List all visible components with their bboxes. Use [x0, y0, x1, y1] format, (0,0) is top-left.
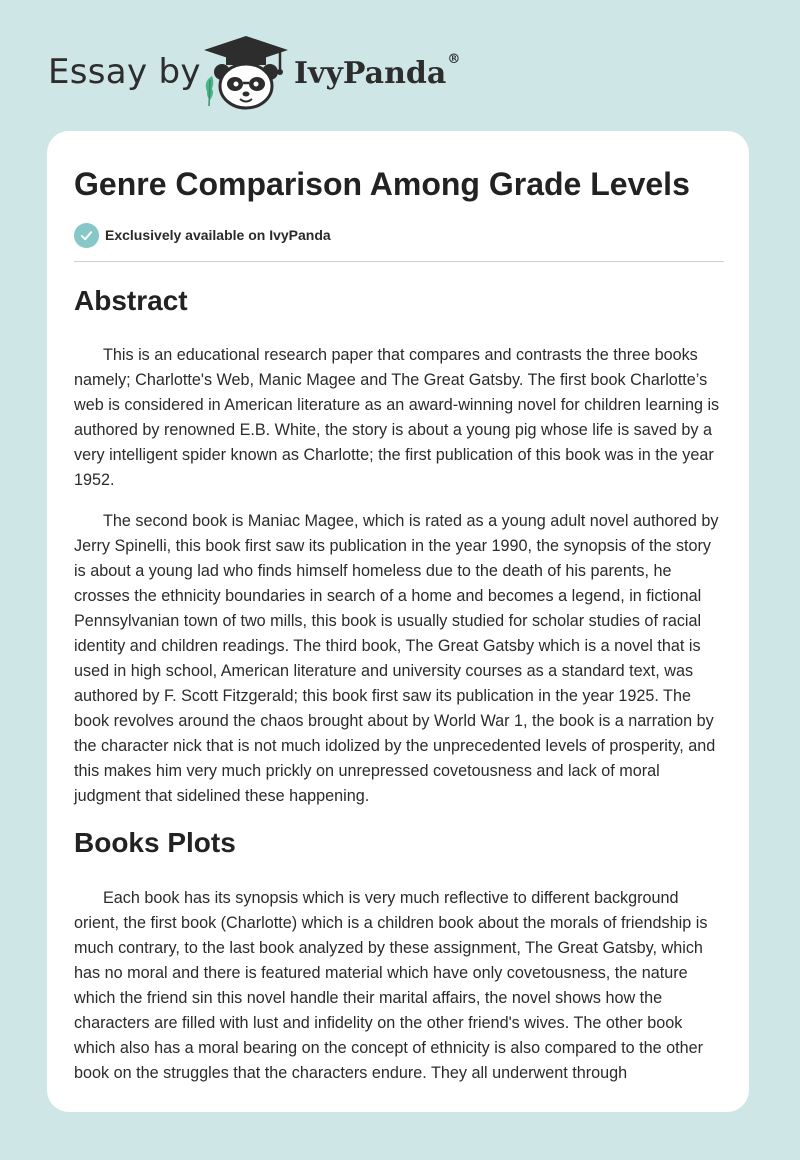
title-divider	[74, 261, 724, 262]
paragraph-text: The second book is Maniac Magee, which is rated as a young adult novel authored by Jerry Spinelli, this book first saw its publication in the year 1990, the synopsis of the story is about a young lad who finds himself homeless due to the death of his parents, he crosses the ethnicity boundaries in search of a home and becomes a legend, in fictional Pennsylvanian town of two mills, this book is usually studied for scholar studies of racial identity and children readings. The third book, The Great Gatsby which is a novel that is used in high school, American literature and university courses as a standard text, was authored by F. Scott Fitzgerald; this book first saw its publication in the year 1925. The book revolves around the chaos brought about by World War 1, the book is a narration by the character nick that is not much idolized by the unprecedented levels of prosperity, and this makes him very much prickly on unrepressed covetousness and lack of moral judgment that sidelined these happening.	[74, 512, 719, 805]
registered-mark: ®	[447, 52, 461, 67]
section-heading: Abstract	[74, 285, 188, 316]
section-books-plots	[74, 827, 724, 859]
section-abstract	[74, 285, 724, 317]
page-title: Genre Comparison Among Grade Levels	[74, 166, 690, 202]
paragraph-text: Each book has its synopsis which is very much reflective to different background orient, the first book (Charlotte) which is a children book about the morals of friendship is much contrary, to the last book analyzed by these assignment, The Great Gatsby, which has no moral and there is featured material which have only covetousness, the nature which the friend sin this novel handle their marital affairs, the novel shows how the characters are filled with lust and infidelity on the other friend's wives. The other book which also has a moral bearing on the concept of ethnicity is also compared to the other book on the struggles that the characters endure. They all underwent through	[74, 889, 708, 1082]
essay-card	[47, 131, 749, 1112]
paragraph-text: This is an educational research paper that compares and contrasts the three books namely; Charlotte's Web, Manic Magee and The Great Gatsby. The first book Charlotte’s web is considered in American literature as an award-winning novel for children learning is authored by renowned E.B. White, the story is about a young pig whose life is saved by a very intelligent spider known as Charlotte; the first publication of this book was in the year 1952.	[74, 346, 720, 489]
paragraph	[74, 886, 724, 1086]
exclusive-badge	[74, 222, 331, 248]
site-header	[48, 34, 478, 112]
brand-name[interactable]: IvyPanda®	[294, 52, 461, 91]
paragraph	[74, 343, 724, 493]
section-heading: Books Plots	[74, 827, 236, 858]
paragraph	[74, 509, 724, 809]
brand-prefix: Essay by	[48, 52, 201, 92]
check-icon	[74, 223, 99, 248]
exclusive-badge-label: Exclusively available on IvyPanda	[105, 227, 331, 243]
panda-logo-icon[interactable]	[200, 34, 292, 110]
